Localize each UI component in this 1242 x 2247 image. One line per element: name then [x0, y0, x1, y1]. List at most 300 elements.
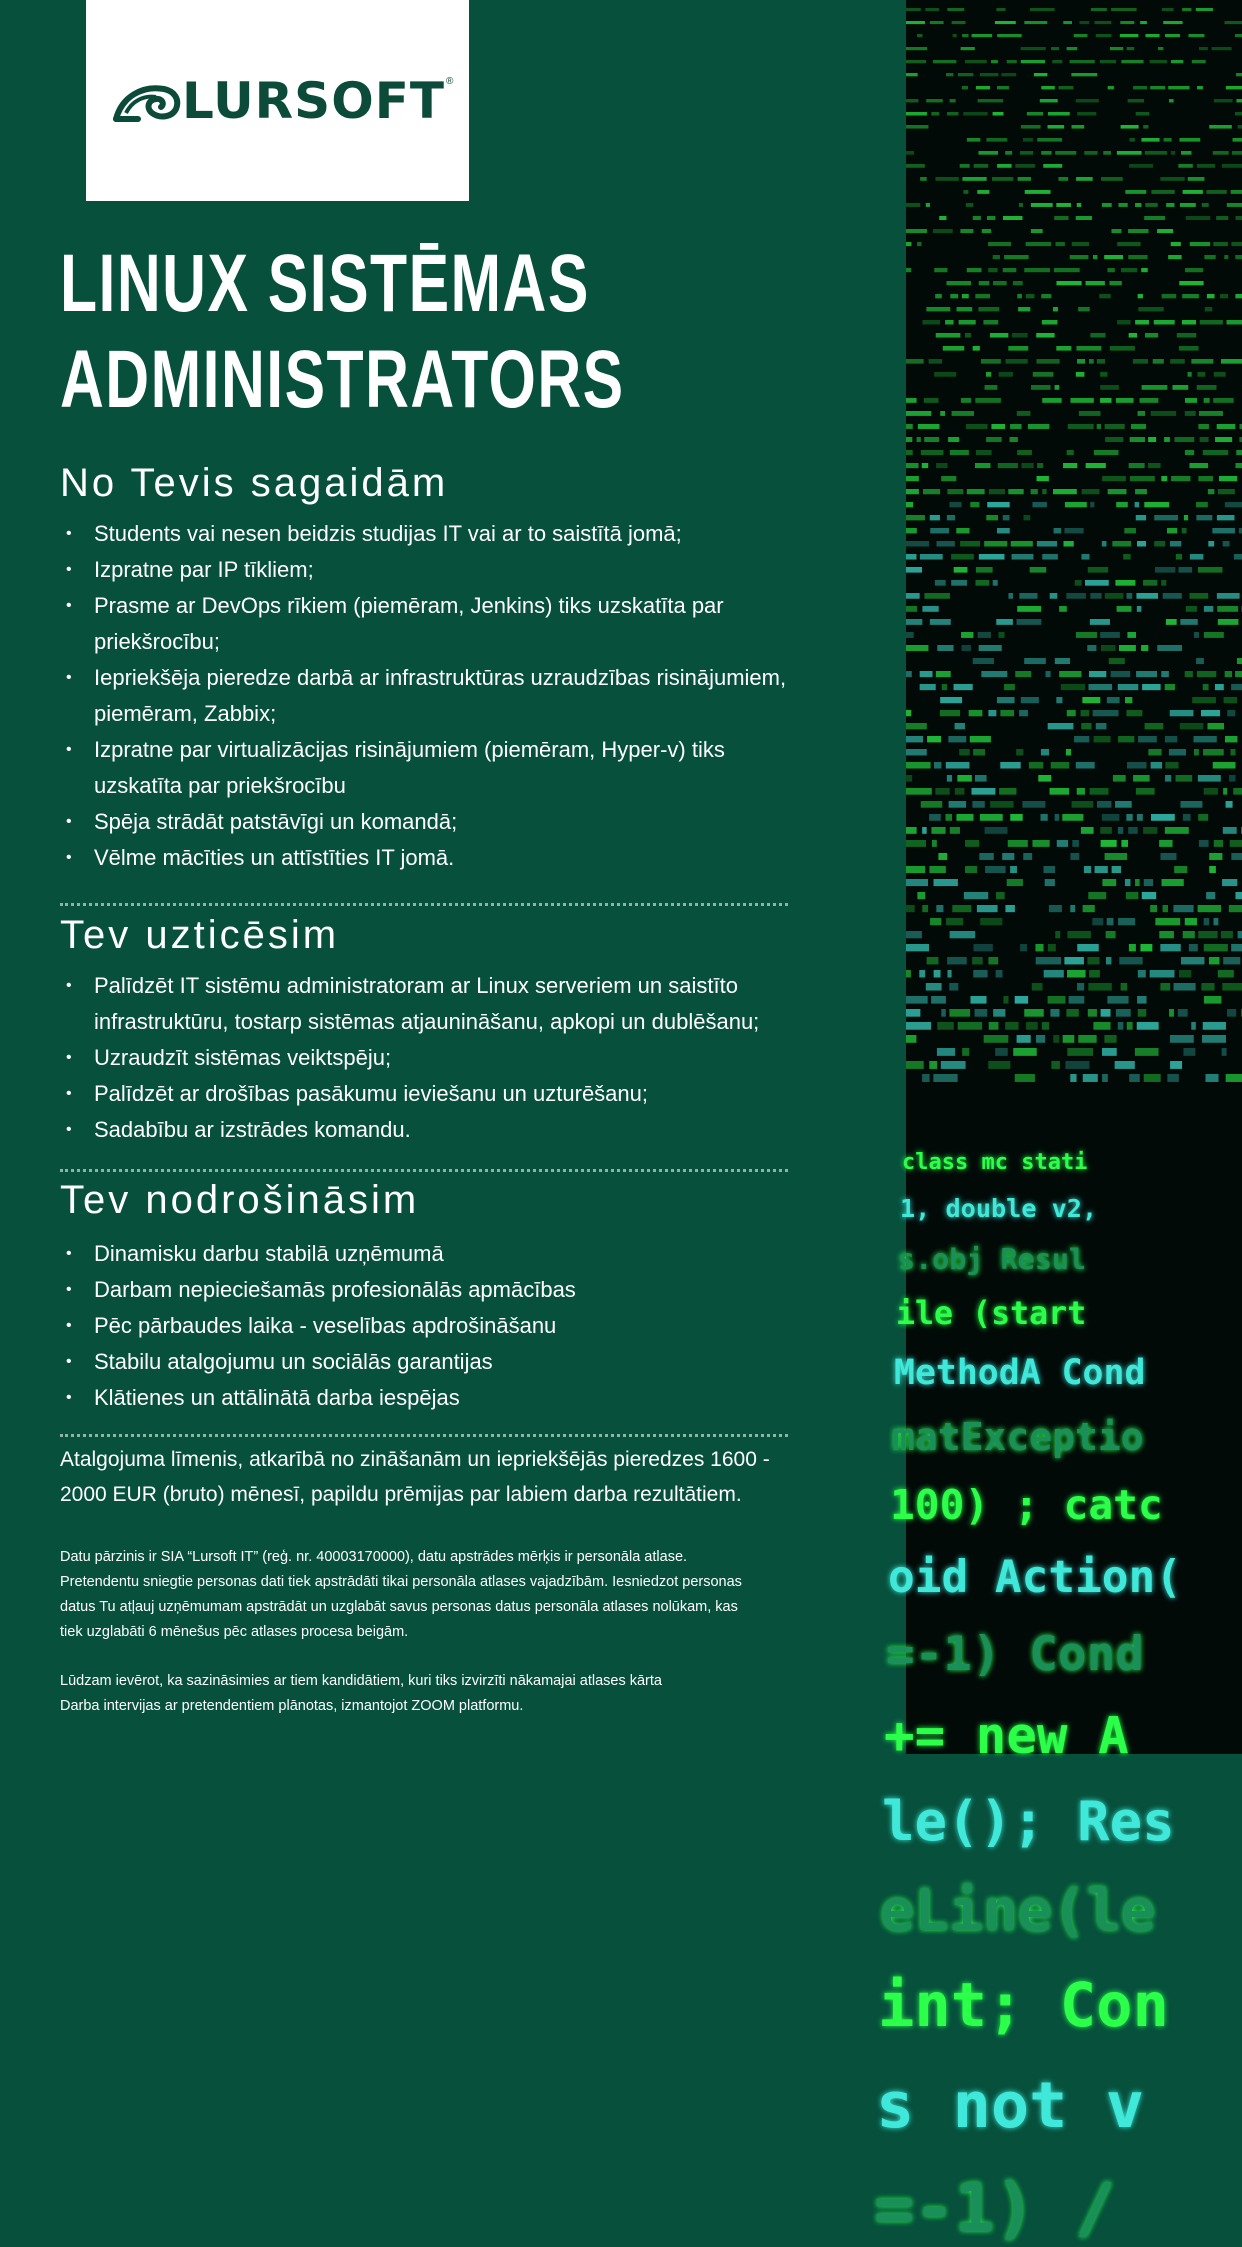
- code-fragment: [1110, 346, 1135, 351]
- code-fragment: [1141, 268, 1148, 272]
- code-fragment: [1148, 437, 1156, 442]
- code-fragment: [935, 294, 942, 298]
- code-fragment: [1150, 905, 1157, 912]
- code-fragment: [1129, 333, 1137, 338]
- code-fragment: [1188, 34, 1204, 37]
- code-fragment: [975, 463, 991, 468]
- code-fragment: [1151, 814, 1175, 821]
- code-fragment: [1024, 268, 1050, 272]
- code-fragment: [973, 970, 987, 977]
- code-fragment: [1235, 34, 1242, 37]
- code-fragment: [995, 1048, 1008, 1056]
- code-fragment: [1204, 632, 1224, 638]
- code-fragment: [1148, 463, 1161, 468]
- code-fragment: [977, 190, 989, 194]
- code-fragment: [966, 424, 988, 429]
- code-fragment: [1129, 944, 1136, 951]
- code-fragment: [1238, 125, 1242, 129]
- code-fragment: [1048, 944, 1056, 951]
- code-fragment: [1100, 632, 1120, 638]
- code-fragment: [1094, 450, 1119, 455]
- code-fragment: [1068, 424, 1094, 429]
- code-fragment: [1102, 1048, 1117, 1056]
- code-fragment: [960, 229, 973, 233]
- code-fragment: [930, 528, 949, 533]
- code-fragment: [1100, 385, 1119, 390]
- code-fragment: [1183, 1048, 1195, 1056]
- code-fragment: [1174, 437, 1194, 442]
- code-fragment: [1161, 853, 1177, 860]
- code-fragment: [1137, 814, 1143, 821]
- code-fragment: [1072, 840, 1079, 847]
- code-fragment: [949, 1009, 970, 1017]
- code-fragment: [962, 34, 968, 37]
- code-fragment: [962, 86, 968, 89]
- code-fragment: [1102, 1074, 1108, 1082]
- code-fragment: [1051, 762, 1069, 769]
- code-fragment: [1021, 125, 1041, 129]
- code-fragment: [1179, 138, 1200, 142]
- code-fragment: [1170, 1061, 1182, 1069]
- code-fragment: [1160, 983, 1170, 991]
- code-fragment: [1192, 697, 1216, 703]
- code-fragment: [1161, 671, 1169, 677]
- code-fragment: [1042, 1022, 1049, 1030]
- code-fragment: [1231, 684, 1242, 690]
- code-fragment: [1209, 125, 1232, 129]
- code-fragment: [1206, 190, 1226, 194]
- code-fragment: [978, 307, 999, 311]
- code-fragment: [1217, 424, 1236, 429]
- code-fragment: [989, 1022, 999, 1030]
- code-fragment: [961, 398, 971, 403]
- code-fragment: [1130, 476, 1155, 481]
- code-fragment: [1133, 359, 1148, 364]
- section-heading-expect: No Tevis sagaidām: [60, 461, 448, 506]
- code-fragment: [1182, 8, 1191, 11]
- code-fragment: [1077, 788, 1085, 795]
- code-fragment: [1196, 502, 1208, 507]
- code-fragment: [981, 671, 1007, 677]
- code-fragment: [906, 762, 931, 769]
- code-fragment: [906, 1061, 924, 1069]
- code-fragment: [906, 996, 928, 1004]
- code-fragment: [1170, 1035, 1194, 1043]
- code-fragment: [1165, 684, 1175, 690]
- code-fragment: [978, 632, 991, 638]
- code-fragment: [975, 775, 987, 782]
- list-item: • Darbam nepieciešamās profesionālās apmācības: [60, 1272, 860, 1308]
- code-fragment: [1005, 905, 1015, 912]
- code-fragment: [980, 73, 999, 76]
- code-fragment: [1083, 905, 1095, 912]
- code-fragment: [1203, 450, 1228, 455]
- code-fragment: [1072, 125, 1085, 129]
- code-fragment: [906, 541, 929, 547]
- code-fragment: [1169, 99, 1174, 102]
- code-fragment: [1030, 567, 1047, 573]
- code-fragment: [929, 866, 945, 873]
- code-fragment: [1172, 385, 1188, 390]
- code-fragment: [1035, 944, 1043, 951]
- code-fragment: [906, 710, 911, 716]
- code-fragment: [1153, 359, 1164, 364]
- code-fragment: [1205, 1074, 1218, 1082]
- code-fragment: [1017, 294, 1022, 298]
- code-fragment: [1202, 203, 1209, 207]
- code-fragment: [1126, 892, 1139, 899]
- code-fragment: [1055, 814, 1060, 821]
- code-fragment: [1186, 606, 1197, 612]
- list-item: • Stabilu atalgojumu un sociālās garantijas: [60, 1344, 860, 1380]
- code-fragment: [1041, 749, 1049, 755]
- code-fragment: [906, 736, 923, 742]
- code-fragment: [1222, 164, 1242, 168]
- code-fragment: [951, 554, 974, 560]
- salary-line: Atalgojuma līmenis, atkarībā no zināšanām un iepriekšējās pieredzes 1600 -: [60, 1442, 820, 1477]
- code-fragment: [1059, 671, 1081, 677]
- code-fragment: [906, 398, 917, 403]
- code-fragment: [1053, 1035, 1059, 1043]
- code-fragment: [1216, 216, 1228, 220]
- code-fragment: [1168, 255, 1181, 259]
- code-fragment: [1024, 658, 1046, 664]
- code-fragment: [1017, 606, 1041, 612]
- code-fragment: [1070, 853, 1079, 860]
- code-fragment: [1037, 476, 1049, 481]
- code-fragment: [1115, 1061, 1135, 1069]
- code-fragment: [1121, 983, 1128, 991]
- code-fragment: [1135, 489, 1147, 494]
- code-fragment: [993, 112, 1004, 116]
- code-fragment: [906, 450, 913, 455]
- code-fragment: [906, 515, 925, 520]
- code-fragment: [1181, 151, 1191, 155]
- code-fragment: [936, 463, 947, 468]
- code-fragment: [1037, 541, 1057, 547]
- code-line: matExceptio: [892, 1415, 1144, 1459]
- code-fragment: [977, 905, 998, 912]
- code-fragment: [1191, 1022, 1196, 1030]
- code-fragment: [1155, 918, 1180, 925]
- list-item: • Prasme ar DevOps rīkiem (piemēram, Jenkins) tiks uzskatīta par priekšrocību;: [60, 588, 814, 660]
- code-fragment: [1046, 671, 1051, 677]
- code-fragment: [1041, 294, 1051, 298]
- code-fragment: [906, 528, 917, 533]
- code-fragment: [1070, 255, 1089, 259]
- code-fragment: [993, 255, 1000, 259]
- code-fragment: [1171, 151, 1175, 155]
- code-fragment: [950, 931, 976, 938]
- code-fragment: [1217, 515, 1235, 520]
- code-fragment: [1102, 814, 1120, 821]
- code-fragment: [1236, 216, 1242, 220]
- code-fragment: [1223, 788, 1227, 795]
- code-fragment: [931, 827, 945, 834]
- code-fragment: [1088, 892, 1106, 899]
- code-fragment: [1100, 60, 1116, 63]
- code-fragment: [1015, 671, 1031, 677]
- code-fragment: [1225, 736, 1237, 742]
- code-fragment: [1066, 749, 1071, 755]
- code-fragment: [1112, 541, 1131, 547]
- code-fragment: [906, 567, 922, 573]
- code-fragment: [1136, 593, 1158, 599]
- code-fragment: [1142, 892, 1156, 899]
- code-fragment: [938, 853, 947, 860]
- code-fragment: [1128, 229, 1148, 233]
- code-fragment: [918, 424, 940, 429]
- code-fragment: [1167, 1074, 1178, 1082]
- code-fragment: [1213, 151, 1229, 155]
- code-fragment: [1224, 21, 1242, 24]
- code-fragment: [1012, 333, 1028, 338]
- code-fragment: [998, 463, 1018, 468]
- trust-list: [60, 968, 860, 1148]
- code-fragment: [1041, 814, 1048, 821]
- code-fragment: [1019, 203, 1023, 207]
- code-fragment: [939, 216, 946, 220]
- code-fragment: [950, 99, 956, 102]
- code-fragment: [948, 437, 959, 442]
- code-fragment: [1033, 372, 1054, 377]
- code-fragment: [997, 697, 1015, 703]
- code-fragment: [1205, 307, 1213, 311]
- code-fragment: [936, 541, 954, 547]
- code-fragment: [1236, 99, 1242, 102]
- code-fragment: [974, 164, 988, 168]
- code-fragment: [906, 593, 920, 599]
- code-fragment: [1054, 216, 1068, 220]
- code-fragment: [1138, 736, 1157, 742]
- code-fragment: [961, 47, 975, 50]
- code-fragment: [1148, 749, 1161, 755]
- code-fragment: [1194, 632, 1199, 638]
- code-fragment: [1165, 34, 1180, 37]
- code-fragment: [1077, 359, 1085, 364]
- code-fragment: [1050, 1009, 1059, 1017]
- code-fragment: [1088, 983, 1111, 991]
- code-fragment: [934, 970, 941, 977]
- code-fragment: [985, 866, 1006, 873]
- code-fragment: [1178, 164, 1192, 168]
- code-fragment: [1213, 242, 1228, 246]
- code-fragment: [929, 359, 943, 364]
- code-fragment: [1118, 827, 1123, 834]
- code-fragment: [1070, 398, 1093, 403]
- code-fragment: [1145, 151, 1167, 155]
- code-fragment: [950, 450, 969, 455]
- code-fragment: [1105, 853, 1128, 860]
- code-fragment: [1000, 762, 1020, 769]
- code-fragment: [1023, 853, 1032, 860]
- code-fragment: [1116, 502, 1128, 507]
- code-fragment: [1050, 593, 1058, 599]
- code-fragment: [976, 86, 990, 89]
- code-fragment: [1077, 112, 1096, 116]
- code-fragment: [981, 359, 1001, 364]
- code-fragment: [1161, 879, 1183, 886]
- code-fragment: [1221, 359, 1242, 364]
- code-fragment: [1055, 931, 1060, 938]
- code-fragment: [1202, 1035, 1226, 1043]
- code-fragment: [949, 801, 966, 808]
- code-fragment: [926, 99, 943, 102]
- code-fragment: [1204, 788, 1218, 795]
- code-fragment: [1069, 996, 1085, 1004]
- offer-list: [60, 1236, 860, 1416]
- code-fragment: [1077, 944, 1098, 951]
- code-fragment: [1204, 944, 1228, 951]
- code-fragment: [1183, 814, 1191, 821]
- code-fragment: [988, 242, 1011, 246]
- code-fragment: [926, 203, 930, 207]
- code-fragment: [1123, 554, 1130, 560]
- code-fragment: [1007, 60, 1017, 63]
- code-fragment: [1160, 944, 1180, 951]
- code-fragment: [1089, 671, 1106, 677]
- code-fragment: [1091, 8, 1107, 11]
- code-line: =-1) Cond: [886, 1627, 1144, 1682]
- code-fragment: [1141, 645, 1148, 651]
- code-fragment: [1213, 398, 1233, 403]
- code-fragment: [1189, 944, 1198, 951]
- code-fragment: [1204, 996, 1221, 1004]
- code-fragment: [1048, 996, 1066, 1004]
- code-fragment: [962, 177, 986, 181]
- code-fragment: [1093, 1022, 1110, 1030]
- code-fragment: [1208, 541, 1214, 547]
- code-fragment: [1099, 294, 1111, 298]
- code-fragment: [948, 970, 952, 977]
- code-fragment: [1008, 840, 1028, 847]
- code-fragment: [1129, 138, 1135, 142]
- code-fragment: [934, 268, 947, 272]
- code-fragment: [1115, 801, 1132, 808]
- code-fragment: [1045, 879, 1055, 886]
- code-fragment: [1017, 450, 1032, 455]
- code-fragment: [1111, 671, 1131, 677]
- code-fragment: [1055, 658, 1070, 664]
- code-fragment: [987, 502, 1009, 507]
- code-fragment: [1222, 983, 1242, 991]
- code-fragment: [1204, 398, 1210, 403]
- code-fragment: [979, 281, 990, 285]
- code-fragment: [1078, 307, 1090, 311]
- code-fragment: [1116, 1009, 1131, 1017]
- code-fragment: [1116, 398, 1134, 403]
- code-fragment: [1185, 671, 1193, 677]
- code-fragment: [1198, 814, 1208, 821]
- code-fragment: [1135, 879, 1140, 886]
- code-fragment: [1133, 86, 1147, 89]
- code-fragment: [1154, 541, 1165, 547]
- code-fragment: [1117, 606, 1132, 612]
- code-fragment: [1135, 502, 1140, 507]
- code-fragment: [1101, 840, 1117, 847]
- code-fragment: [1135, 203, 1141, 207]
- code-fragment: [1127, 762, 1147, 769]
- code-fragment: [1062, 814, 1083, 821]
- code-fragment: [921, 801, 943, 808]
- code-fragment: [929, 814, 941, 821]
- code-fragment: [930, 619, 951, 625]
- code-fragment: [940, 710, 960, 716]
- code-fragment: [1219, 476, 1237, 481]
- code-fragment: [1121, 125, 1139, 129]
- divider: [60, 1434, 788, 1437]
- code-fragment: [1160, 177, 1184, 181]
- code-line: s not v: [876, 2068, 1144, 2142]
- code-fragment: [979, 645, 1002, 651]
- code-fragment: [1176, 775, 1193, 782]
- code-fragment: [1236, 450, 1242, 455]
- code-fragment: [1154, 515, 1178, 520]
- code-fragment: [1226, 801, 1233, 808]
- code-fragment: [906, 489, 919, 494]
- code-fragment: [1223, 957, 1240, 964]
- code-fragment: [906, 840, 926, 847]
- code-fragment: [963, 112, 987, 116]
- code-fragment: [1120, 34, 1139, 37]
- code-fragment: [1056, 203, 1071, 207]
- code-fragment: [1214, 372, 1226, 377]
- code-fragment: [1207, 294, 1215, 298]
- code-fragment: [922, 827, 927, 834]
- code-fragment: [965, 333, 971, 338]
- code-fragment: [1238, 931, 1242, 938]
- code-fragment: [1144, 502, 1169, 507]
- code-fragment: [1107, 918, 1114, 925]
- code-fragment: [1226, 86, 1242, 89]
- code-fragment: [1137, 541, 1146, 547]
- code-fragment: [1041, 86, 1054, 89]
- code-fragment: [1100, 372, 1107, 377]
- code-fragment: [1056, 346, 1071, 351]
- title-line-1: LINUX SISTĒMAS: [60, 236, 625, 332]
- code-fragment: [930, 21, 944, 24]
- code-fragment: [1118, 203, 1127, 207]
- code-fragment: [978, 151, 998, 155]
- code-fragment: [1042, 489, 1046, 494]
- code-fragment: [1108, 489, 1127, 494]
- code-fragment: [1127, 632, 1136, 638]
- code-fragment: [1024, 1009, 1044, 1017]
- code-fragment: [950, 827, 960, 834]
- code-fragment: [1019, 593, 1037, 599]
- code-fragment: [1190, 554, 1203, 560]
- code-fragment: [1065, 502, 1087, 507]
- code-fragment: [1169, 749, 1186, 755]
- code-fragment: [1010, 424, 1021, 429]
- logo-wordmark: LURSOFT: [182, 72, 445, 130]
- code-fragment: [995, 21, 1016, 24]
- code-fragment: [1207, 723, 1224, 729]
- code-fragment: [1097, 359, 1105, 364]
- code-fragment: [957, 775, 971, 782]
- code-fragment: [1129, 164, 1153, 168]
- code-fragment: [951, 580, 967, 586]
- code-fragment: [1063, 541, 1073, 547]
- code-fragment: [1121, 60, 1143, 63]
- code-fragment: [1171, 60, 1183, 63]
- code-fragment: [1157, 229, 1173, 233]
- code-fragment: [1178, 1009, 1188, 1017]
- code-fragment: [956, 814, 973, 821]
- code-fragment: [1076, 216, 1092, 220]
- code-fragment: [1030, 8, 1055, 11]
- code-fragment: [1177, 333, 1197, 338]
